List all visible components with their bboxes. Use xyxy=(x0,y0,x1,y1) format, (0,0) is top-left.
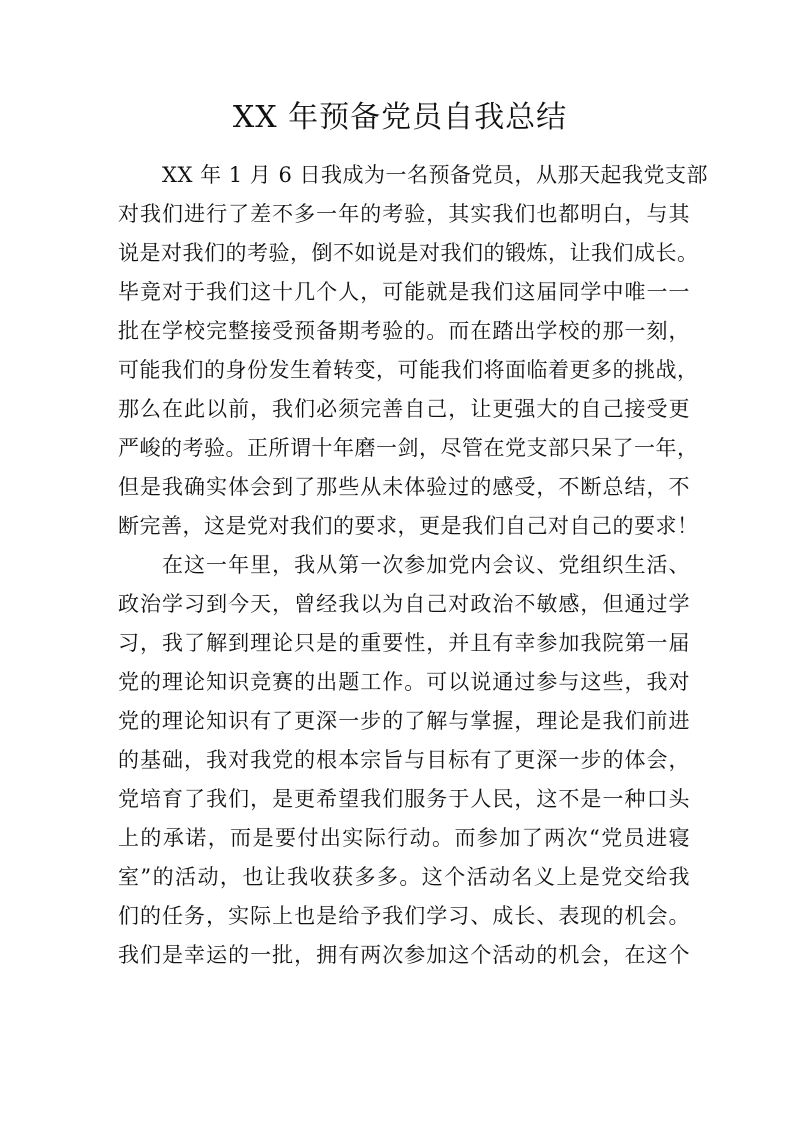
paragraph-line: 断完善，这是党对我们的要求，更是我们自己对自己的要求！ xyxy=(118,514,699,538)
paragraph-line: 毕竟对于我们这十几个人，可能就是我们这届同学中唯一一 xyxy=(118,280,690,304)
paragraph-line: 室”的活动，也让我收获多多。这个活动名义上是党交给我 xyxy=(118,865,690,889)
paragraph-line: 党的理论知识竞赛的出题工作。可以说通过参与这些，我对 xyxy=(118,670,690,694)
document-body xyxy=(118,156,708,975)
paragraph-line: 说是对我们的考验，倒不如说是对我们的锻炼，让我们成长。 xyxy=(118,241,699,265)
paragraph-line: 们的任务，实际上也是给予我们学习、成长、表现的机会。 xyxy=(118,904,690,928)
paragraph-line: 但是我确实体会到了那些从未体验过的感受，不断总结，不 xyxy=(118,475,690,499)
paragraph-line: 政治学习到今天，曾经我以为自己对政治不敏感，但通过学 xyxy=(118,592,690,616)
paragraph-line: 党的理论知识有了更深一步的了解与掌握，理论是我们前进 xyxy=(118,709,690,733)
paragraph-line: 习，我了解到理论只是的重要性，并且有幸参加我院第一届 xyxy=(118,631,690,655)
paragraph-line: 党培育了我们，是更希望我们服务于人民，这不是一种口头 xyxy=(118,787,690,811)
paragraph-line: 对我们进行了差不多一年的考验，其实我们也都明白，与其 xyxy=(118,202,690,226)
paragraph-line: 批在学校完整接受预备期考验的。而在踏出学校的那一刻， xyxy=(118,319,690,343)
paragraph-line: 严峻的考验。正所谓十年磨一剑，尽管在党支部只呆了一年， xyxy=(118,436,699,460)
paragraph-line: XX 年 1 月 6 日我成为一名预备党员，从那天起我党支部 xyxy=(162,163,708,187)
paragraph-line: 那么在此以前，我们必须完善自己，让更强大的自己接受更 xyxy=(118,397,690,421)
paragraph-line: 上的承诺，而是要付出实际行动。而参加了两次“党员进寝 xyxy=(118,826,690,850)
paragraph-line: 我们是幸运的一批，拥有两次参加这个活动的机会，在这个 xyxy=(118,943,690,967)
paragraph-line: 在这一年里，我从第一次参加党内会议、党组织生活、 xyxy=(162,553,690,577)
paragraph-line: 可能我们的身份发生着转变，可能我们将面临着更多的挑战， xyxy=(118,358,699,382)
document-title: XX 年预备党员自我总结 xyxy=(232,100,568,135)
paragraph-line: 的基础，我对我党的根本宗旨与目标有了更深一步的体会， xyxy=(118,748,690,772)
